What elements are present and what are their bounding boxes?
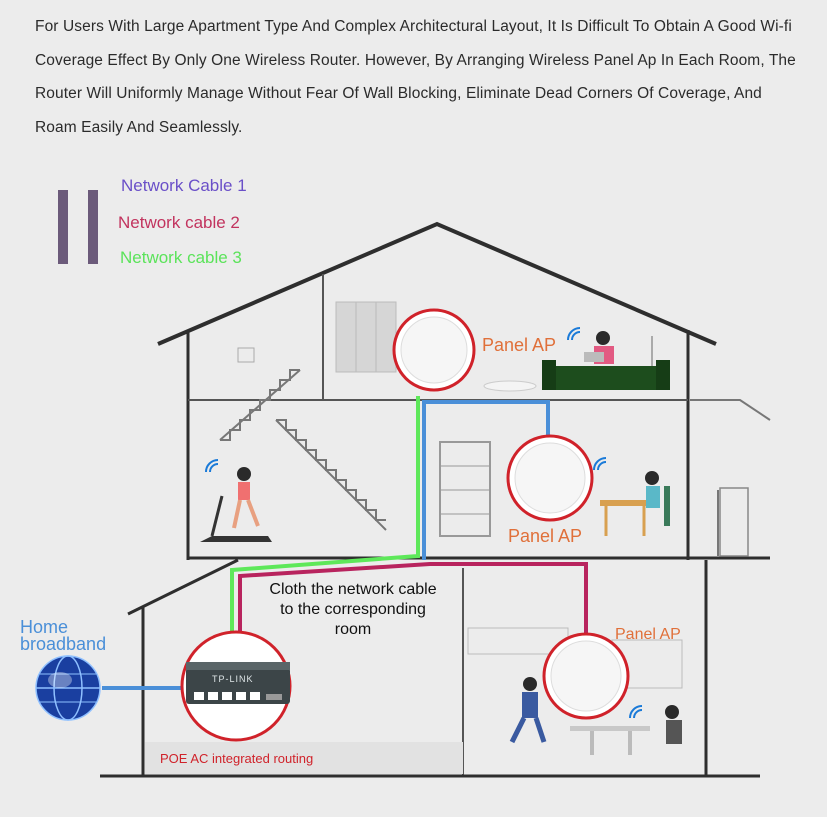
- chef-head: [523, 677, 537, 691]
- person-head: [645, 471, 659, 485]
- runner-leg: [234, 500, 240, 528]
- wardrobe: [336, 302, 396, 372]
- cloth-note-line1: Cloth the network cable: [269, 581, 437, 598]
- green-couch: [542, 366, 670, 390]
- runner-head: [237, 467, 251, 481]
- poe-router: [182, 632, 290, 740]
- staircase: [220, 370, 386, 530]
- legend-bar-left: [58, 190, 68, 264]
- person-body: [646, 486, 660, 508]
- legend-cable-2: Network cable 2: [118, 213, 240, 232]
- balcony-roof: [690, 400, 770, 420]
- couch-arm: [656, 360, 670, 390]
- home-broadband-label: [20, 619, 106, 653]
- cloth-note-line2: to the corresponding: [280, 601, 426, 618]
- chef-body: [522, 692, 538, 718]
- panel-ap-label-top: Panel AP: [482, 335, 557, 355]
- legend-bar-right: [88, 190, 98, 264]
- router-caption: POE AC integrated routing: [160, 751, 314, 766]
- legend-cable-1: Network Cable 1: [121, 176, 247, 195]
- balcony-railing: [720, 488, 748, 556]
- panel-ap-label-bottom: Panel AP: [615, 626, 681, 643]
- intro-paragraph: For Users With Large Apartment Type And Complex Architectural Layout, It Is Difficult To Obtain A Good Wi-fi Coverage Effect By Only One Wireless Router. However, By Arranging Wireless Panel Ap In Each Room, The Router Will Uniformly Manage Without Fear Of Wall Blocking, Eliminate Dead Corners Of Coverage, And Roam Easily And Seamlessly.: [35, 18, 796, 136]
- person-head: [596, 331, 610, 345]
- treadmill-belt: [200, 536, 272, 542]
- diner-head: [665, 705, 679, 719]
- dining-table: [570, 726, 650, 731]
- desk: [600, 500, 650, 506]
- panel-ap-middle: [508, 436, 592, 520]
- panel-ap-bottom: [544, 634, 628, 718]
- wall-frame: [238, 348, 254, 362]
- switch-brand-logo: TP-LINK: [212, 674, 254, 684]
- rug: [484, 381, 536, 391]
- panel-ap-top: [394, 310, 474, 390]
- home-label-line1: Home: [20, 617, 69, 637]
- cloth-note-line3: room: [334, 621, 372, 638]
- home-label-line2: broadband: [20, 634, 107, 654]
- globe-icon: [36, 656, 100, 720]
- couch-arm: [542, 360, 556, 390]
- legend-cable-3: Network cable 3: [120, 248, 242, 267]
- cloth-cable-note: [248, 580, 458, 640]
- runner-body: [238, 482, 250, 500]
- chair: [664, 486, 670, 526]
- treadmill-handle: [212, 496, 222, 536]
- laptop: [584, 352, 604, 362]
- runner-leg: [248, 500, 258, 526]
- bookshelf: [440, 442, 490, 536]
- panel-ap-label-middle: Panel AP: [508, 526, 583, 546]
- lower-roof-left: [128, 560, 238, 614]
- diner-body: [666, 720, 682, 744]
